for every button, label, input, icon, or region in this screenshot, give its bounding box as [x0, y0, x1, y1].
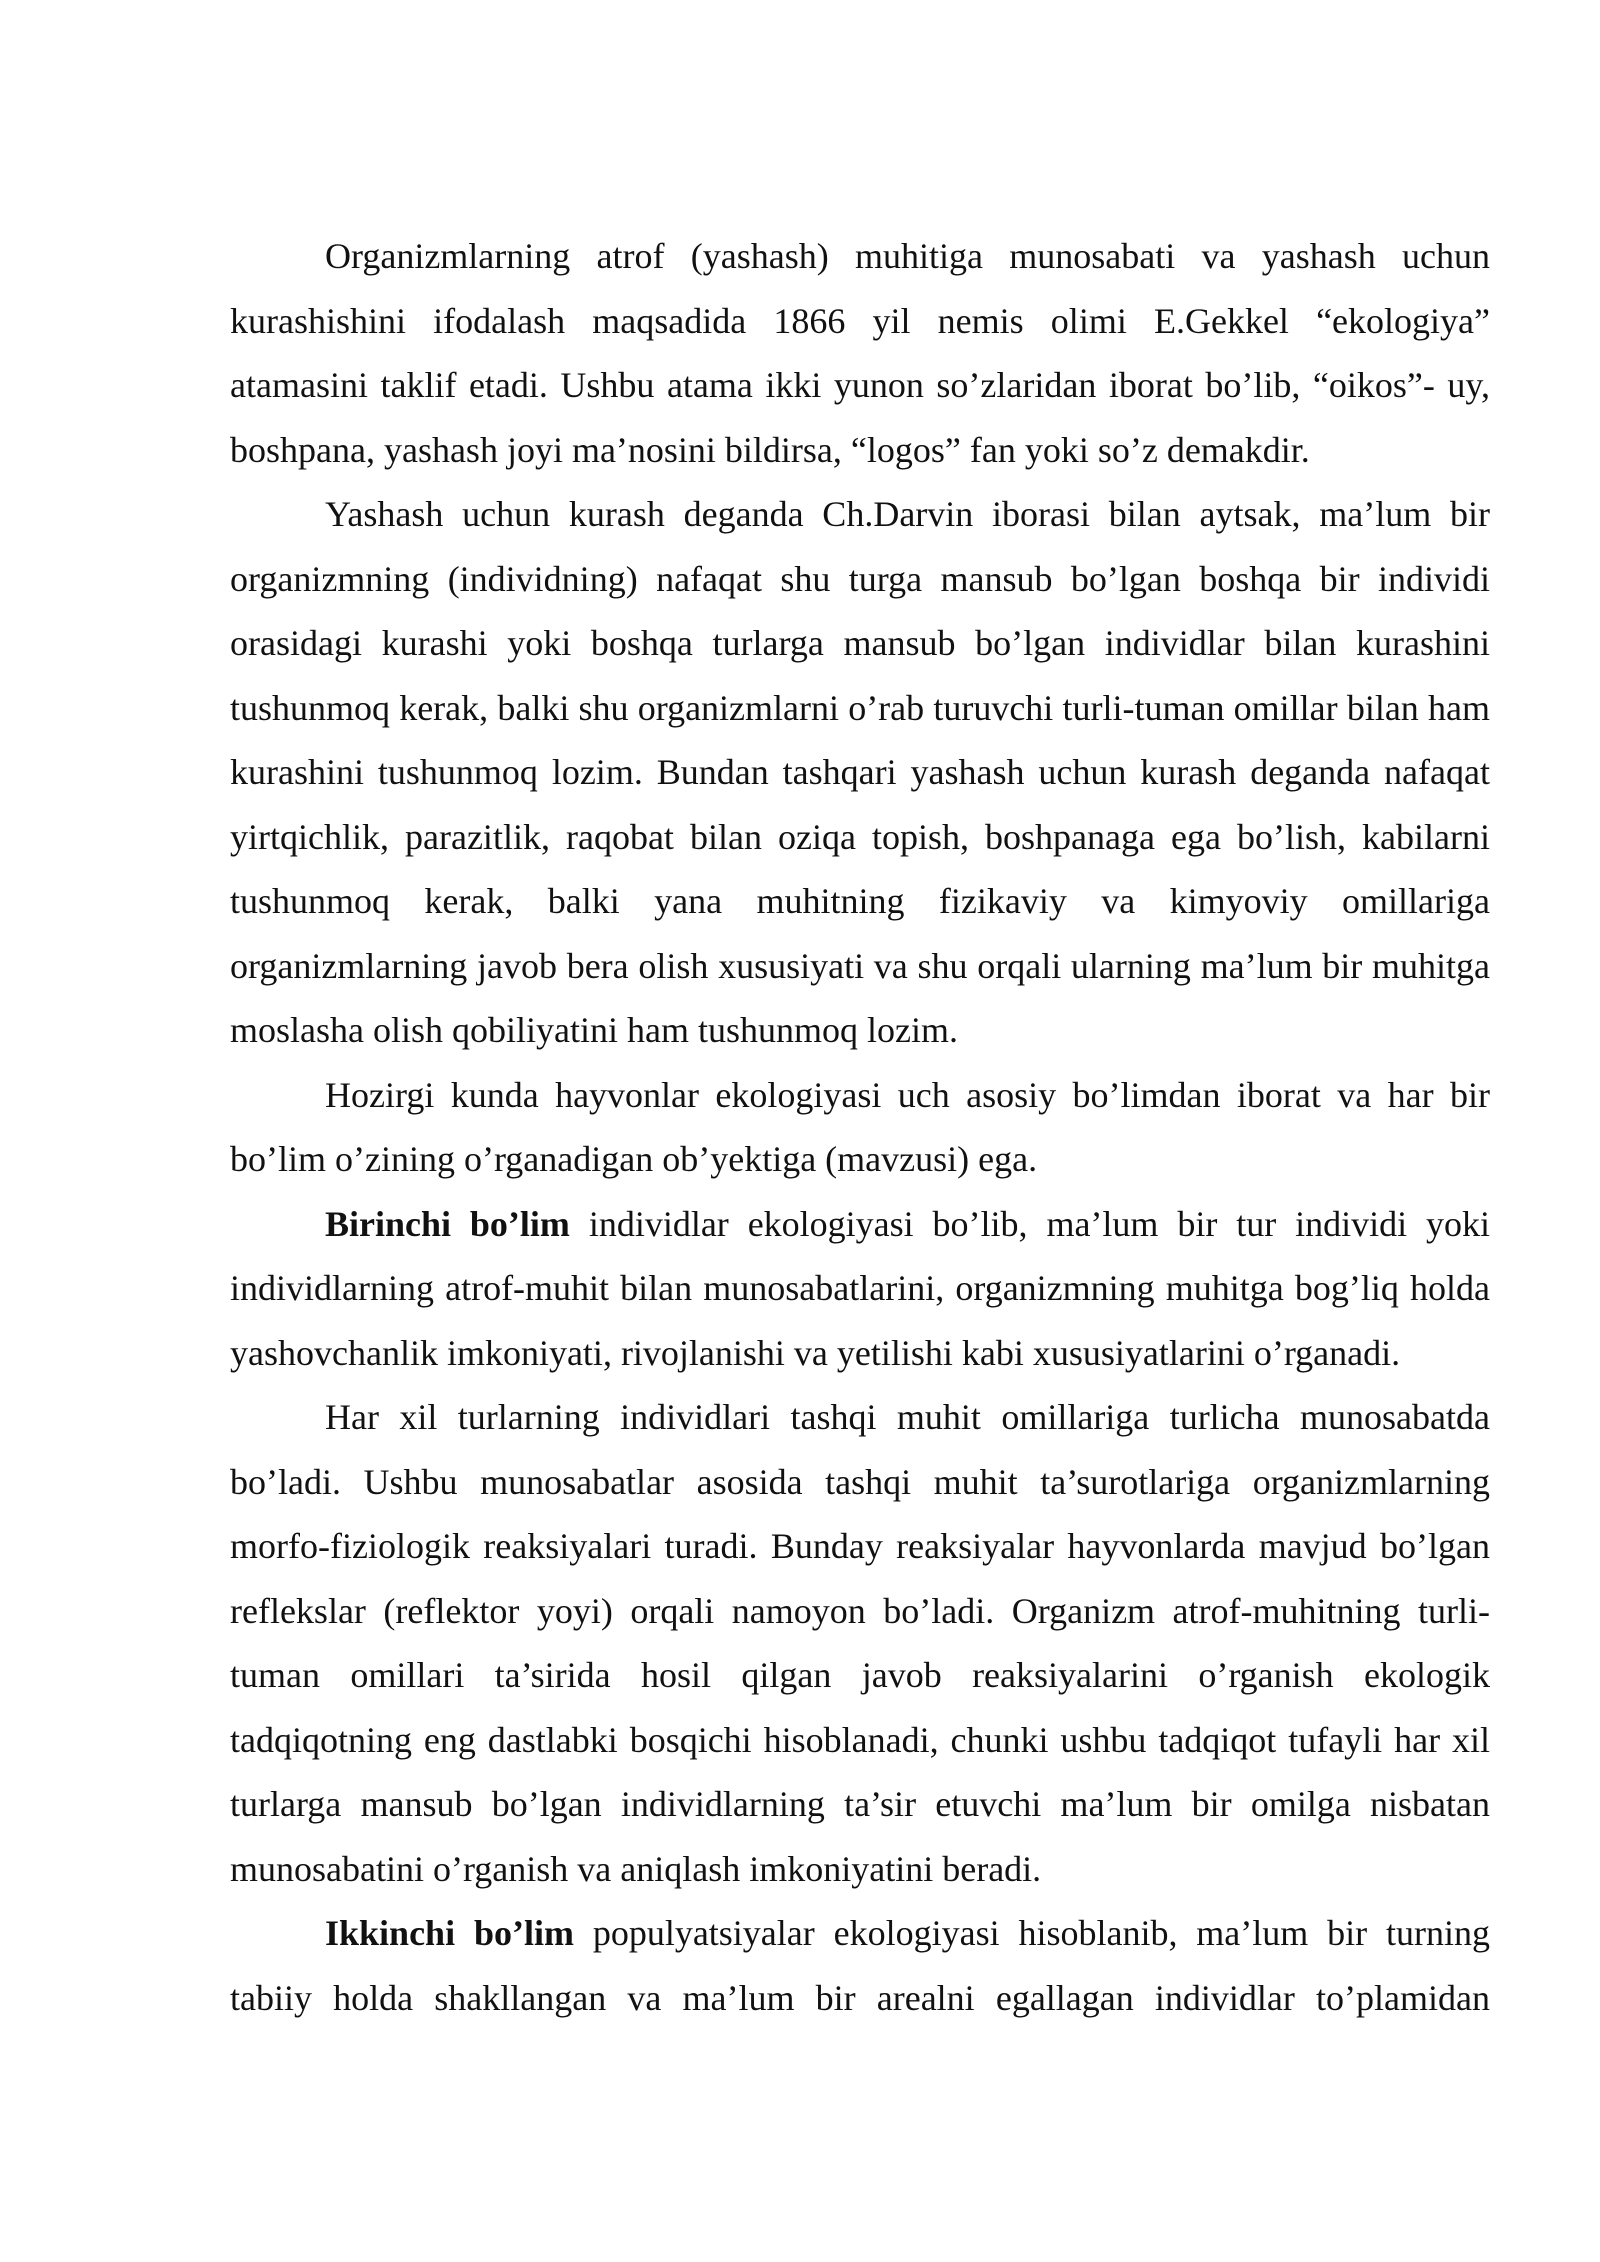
section-lead-bold: Ikkinchi bo’lim — [325, 1913, 574, 1953]
paragraph-text: populyatsiyalar ekologiyasi hisoblanib, ma’lum bir turning tabiiy holda shakllangan va ma’lum bir arealni egallagan individlar to’plamidan — [230, 1913, 1490, 2018]
paragraph-individual-responses — [230, 1385, 1490, 1901]
paragraph-text: Har xil turlarning individlari tashqi muhit omillariga turlicha munosabatda bo’ladi. Ushbu munosabatlar asosida tashqi muhit ta’surotlariga organizmlarning morfo-fiziologik reaksiyalari turadi. Bunday reaksiyalar hayvonlarda mavjud bo’lgan reflekslar (reflektor yoyi) orqali namoyon bo’ladi. Organizm atrof-muhitning turli-tuman omillari ta’sirida hosil qilgan javob reaksiyalarini o’rganish ekologik tadqiqotning eng dastlabki bosqichi hisoblanadi, chunki ushbu tadqiqot tufayli har xil turlarga mansub bo’lgan individlarning ta’sir etuvchi ma’lum bir omilga nisbatan munosabatini o’rganish va aniqlash imkoniyatini beradi. — [230, 1397, 1490, 1889]
section-lead-bold: Birinchi bo’lim — [325, 1203, 570, 1244]
paragraph-text: Organizmlarning atrof (yashash) muhitiga munosabati va yashash uchun kurashishini ifodalash maqsadida 1866 yil nemis olimi E.Gekkel “ekologiya” atamasini taklif etadi. Ushbu atama ikki yunon so’zlaridan iborat bo’lib, “oikos”- uy, boshpana, yashash joyi ma’nosini bildirsa, “logos” fan yoki so’z demakdir. — [230, 236, 1490, 470]
paragraph-ecology-term — [230, 224, 1490, 482]
paragraph-text: Yashash uchun kurash deganda Ch.Darvin iborasi bilan aytsak, ma’lum bir organizmning (individning) nafaqat shu turga mansub bo’lgan boshqa bir individi orasidagi kurashi yoki boshqa turlarga mansub bo’lgan individlar bilan kurashini tushunmoq kerak, balki shu organizmlarni o’rab turuvchi turli-tuman omillar bilan ham kurashini tushunmoq lozim. Bundan tashqari yashash uchun kurash deganda nafaqat yirtqichlik, parazitlik, raqobat bilan oziqa topish, boshpanaga ega bo’lish, kabilarni tushunmoq kerak, balki yana muhitning fizikaviy va kimyoviy omillariga organizmlarning javob bera olish xususiyati va shu orqali ularning ma’lum bir muhitga moslasha olish qobiliyatini ham tushunmoq lozim. — [230, 494, 1490, 1050]
paragraph-text: Hozirgi kunda hayvonlar ekologiyasi uch asosiy bo’limdan iborat va har bir bo’lim o’zining o’rganadigan ob’yektiga (mavzusi) ega. — [230, 1074, 1490, 1179]
paragraph-text: individlar ekologiyasi bo’lib, ma’lum bir tur individi yoki individlarning atrof-muhit bilan munosabatlarini, organizmning muhitga bog’liq holda yashovchanlik imkoniyati, rivojlanishi va yetilishi kabi xususiyatlarini o’rganadi. — [230, 1203, 1490, 1373]
paragraph-first-section — [230, 1192, 1490, 1386]
paragraph-three-sections — [230, 1063, 1490, 1192]
paragraph-struggle-for-existence — [230, 482, 1490, 1063]
paragraph-second-section — [230, 1901, 1490, 2030]
document-page — [230, 224, 1490, 2030]
